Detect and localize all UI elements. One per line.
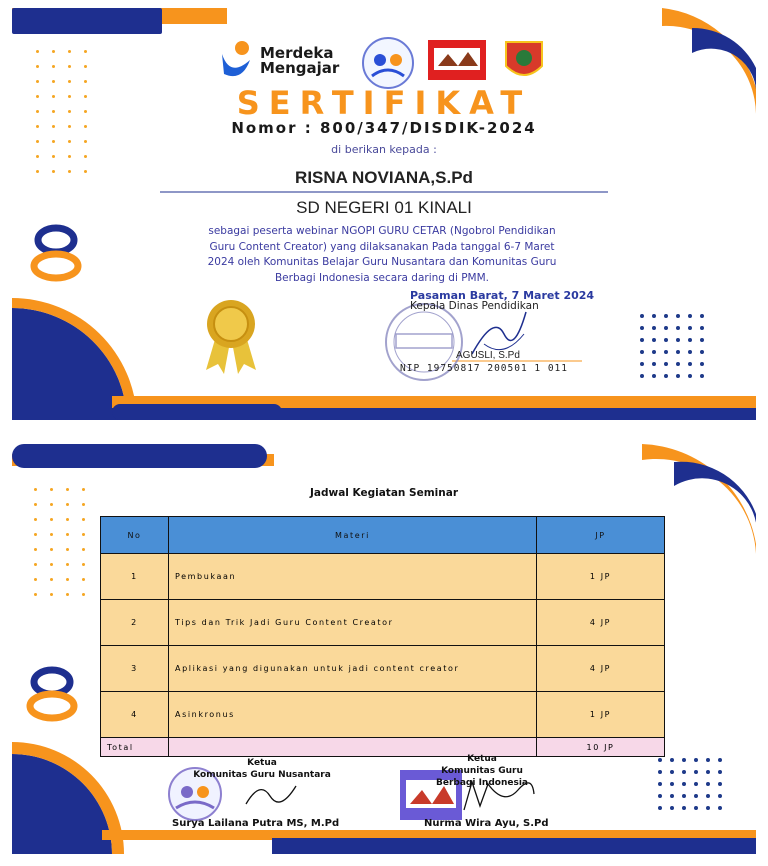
place-date: Pasaman Barat, 7 Maret 2024 bbox=[410, 289, 595, 302]
certificate-number: Nomor : 800/347/DISDIK-2024 bbox=[231, 119, 537, 137]
schedule-page bbox=[12, 444, 756, 854]
schedule-title: Jadwal Kegiatan Seminar bbox=[309, 487, 459, 499]
decor-dots-schedule-left bbox=[34, 488, 85, 596]
table-row bbox=[101, 554, 665, 600]
signature-2-name: Nurma Wira Ayu, S.Pd bbox=[424, 818, 549, 829]
row-materi: Tips dan Trik Jadi Guru Content Creator bbox=[169, 600, 537, 646]
header-no: No bbox=[101, 517, 169, 554]
pmm-emblem-icon bbox=[428, 40, 486, 80]
signature-scribble-icon bbox=[242, 776, 302, 812]
row-jp: 4 JP bbox=[537, 646, 665, 692]
table-row bbox=[101, 600, 665, 646]
total-row bbox=[101, 738, 665, 757]
row-no: 4 bbox=[101, 692, 169, 738]
row-no: 2 bbox=[101, 600, 169, 646]
table-row bbox=[101, 646, 665, 692]
merdeka-mengajar-logo-text: Merdeka Mengajar bbox=[260, 44, 340, 77]
merdeka-mengajar-logo-icon bbox=[216, 38, 258, 80]
body-line: Berbagi Indonesia secara daring di PMM. bbox=[274, 271, 490, 284]
pasaman-barat-emblem-icon bbox=[500, 36, 548, 84]
body-line: Guru Content Creator) yang dilaksanakan Pada tanggal 6-7 Maret bbox=[209, 240, 555, 253]
row-no: 3 bbox=[101, 646, 169, 692]
recipient-school: SD NEGERI 01 KINALI bbox=[296, 198, 472, 217]
certificate-body bbox=[122, 224, 642, 286]
row-jp: 4 JP bbox=[537, 600, 665, 646]
table-row bbox=[101, 692, 665, 738]
schedule-header-row bbox=[101, 517, 665, 554]
certificate-page bbox=[12, 8, 756, 420]
signer-name: AGUSLI, S.Pd bbox=[456, 350, 520, 361]
total-label: Total bbox=[101, 738, 169, 757]
signer-nip: NIP 19750817 200501 1 011 bbox=[400, 363, 568, 374]
given-to-label: di berikan kepada : bbox=[331, 143, 437, 156]
body-line: sebagai peserta webinar NGOPI GURU CETAR (Ngobrol Pendidikan bbox=[208, 225, 556, 237]
row-jp: 1 JP bbox=[537, 692, 665, 738]
row-materi: Pembukaan bbox=[169, 554, 537, 600]
row-materi: Asinkronus bbox=[169, 692, 537, 738]
gold-medal-icon bbox=[198, 296, 264, 376]
recipient-name: RISNA NOVIANA,S.Pd bbox=[295, 168, 473, 187]
row-no: 1 bbox=[101, 554, 169, 600]
signature-2-label: Ketua Komunitas Guru Berbagi Indonesia bbox=[436, 754, 528, 788]
header-jp: JP bbox=[537, 517, 665, 554]
decor-dots-bottom-right bbox=[640, 314, 704, 378]
row-materi: Aplikasi yang digunakan untuk jadi content creator bbox=[169, 646, 537, 692]
signer-title: Kepala Dinas Pendidikan bbox=[410, 300, 539, 312]
row-jp: 1 JP bbox=[537, 554, 665, 600]
certificate-title: SERTIFIKAT bbox=[236, 84, 532, 122]
signature-1-label: Ketua Komunitas Guru Nusantara bbox=[193, 758, 331, 780]
body-line: 2024 oleh Komunitas Belajar Guru Nusantara dan Komunitas Guru bbox=[207, 256, 557, 268]
decor-dots-schedule-right bbox=[658, 758, 722, 810]
header-materi: Materi bbox=[169, 517, 537, 554]
komunitas-belajar-guru-nusantara-logo-icon bbox=[358, 36, 418, 90]
signature-1-name: Surya Lailana Putra MS, M.Pd bbox=[172, 818, 340, 829]
total-value: 10 JP bbox=[537, 738, 665, 757]
schedule-table bbox=[100, 516, 665, 757]
